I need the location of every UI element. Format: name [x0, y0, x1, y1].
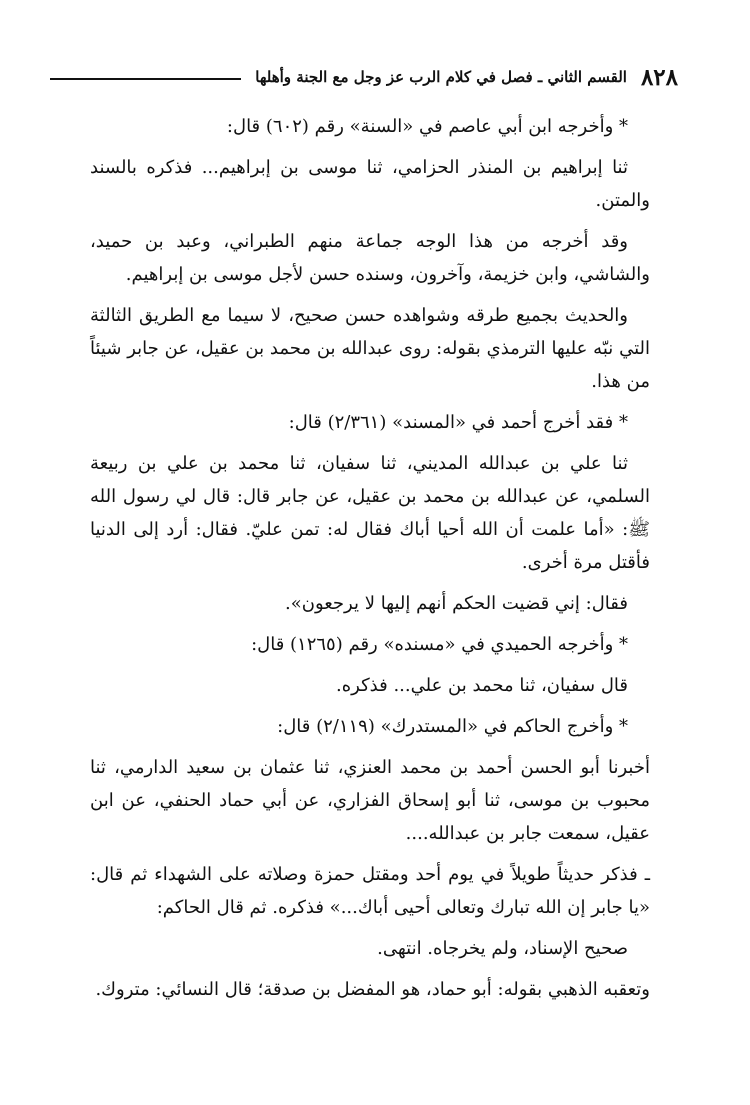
paragraph: * وأخرجه ابن أبي عاصم في «السنة» رقم (٦٠٢) قال: [226, 116, 628, 137]
paragraph: وتعقبه الذهبي بقوله: أبو حماد، هو المفضل بن صدقة؛ قال النسائي: متروك. [95, 979, 650, 1000]
paragraph: وقد أخرجه من هذا الوجه جماعة منهم الطبراني، وعبد بن حميد، والشاشي، وابن خزيمة، وآخرون، وسنده حسن لأجل موسى بن إبراهيم. [90, 231, 650, 285]
header-rule [50, 78, 241, 80]
paragraph: ـ فذكر حديثاً طويلاً في يوم أحد ومقتل حمزة وصلاته على الشهداء ثم قال: «يا جابر إن الله تبارك وتعالى أحيى أباك...» فذكره. ثم قال الحاكم: [90, 864, 650, 918]
paragraph: ثنا إبراهيم بن المنذر الحزامي، ثنا موسى بن إبراهيم... فذكره بالسند والمتن. [90, 157, 650, 211]
paragraph: صحيح الإسناد، ولم يخرجاه. انتهى. [377, 938, 628, 959]
paragraph: والحديث بجميع طرقه وشواهده حسن صحيح، لا سيما مع الطريق الثالثة التي نبّه عليها الترمذي بقوله: روى عبدالله بن محمد بن عقيل، عن جابر شيئاً من هذا. [90, 305, 650, 392]
page-number: ٨٢٨ [640, 63, 678, 91]
running-title: القسم الثاني ـ فصل في كلام الرب عز وجل مع الجنة وأهلها [255, 68, 627, 86]
paragraph: * وأخرج الحاكم في «المستدرك» (٢/١١٩) قال: [277, 716, 628, 737]
paragraph: فقال: إني قضيت الحكم أنهم إليها لا يرجعون». [284, 593, 628, 614]
paragraph: قال سفيان، ثنا محمد بن علي... فذكره. [336, 675, 628, 696]
paragraph: * وأخرجه الحميدي في «مسنده» رقم (١٢٦٥) قال: [251, 634, 628, 655]
body-text [90, 110, 650, 1014]
paragraph: أخبرنا أبو الحسن أحمد بن محمد العنزي، ثنا عثمان بن سعيد الدارمي، ثنا محبوب بن موسى، ثنا أبو إسحاق الفزاري، عن أبي حماد الحنفي، عن ابن عقيل، سمعت جابر بن عبدالله.... [90, 757, 650, 844]
paragraph: ثنا علي بن عبدالله المديني، ثنا سفيان، ثنا محمد بن علي بن ربيعة السلمي، عن عبدالله بن محمد بن عقيل، عن جابر قال: قال لي رسول الله ﷺ: «أما علمت أن الله أحيا أباك فقال له: تمن عليّ. فقال: أرد إلى الدنيا فأقتل مرة أخرى. [90, 453, 650, 573]
page-header [50, 62, 678, 92]
paragraph: * فقد أخرج أحمد في «المسند» (٢/٣٦١) قال: [288, 412, 628, 433]
